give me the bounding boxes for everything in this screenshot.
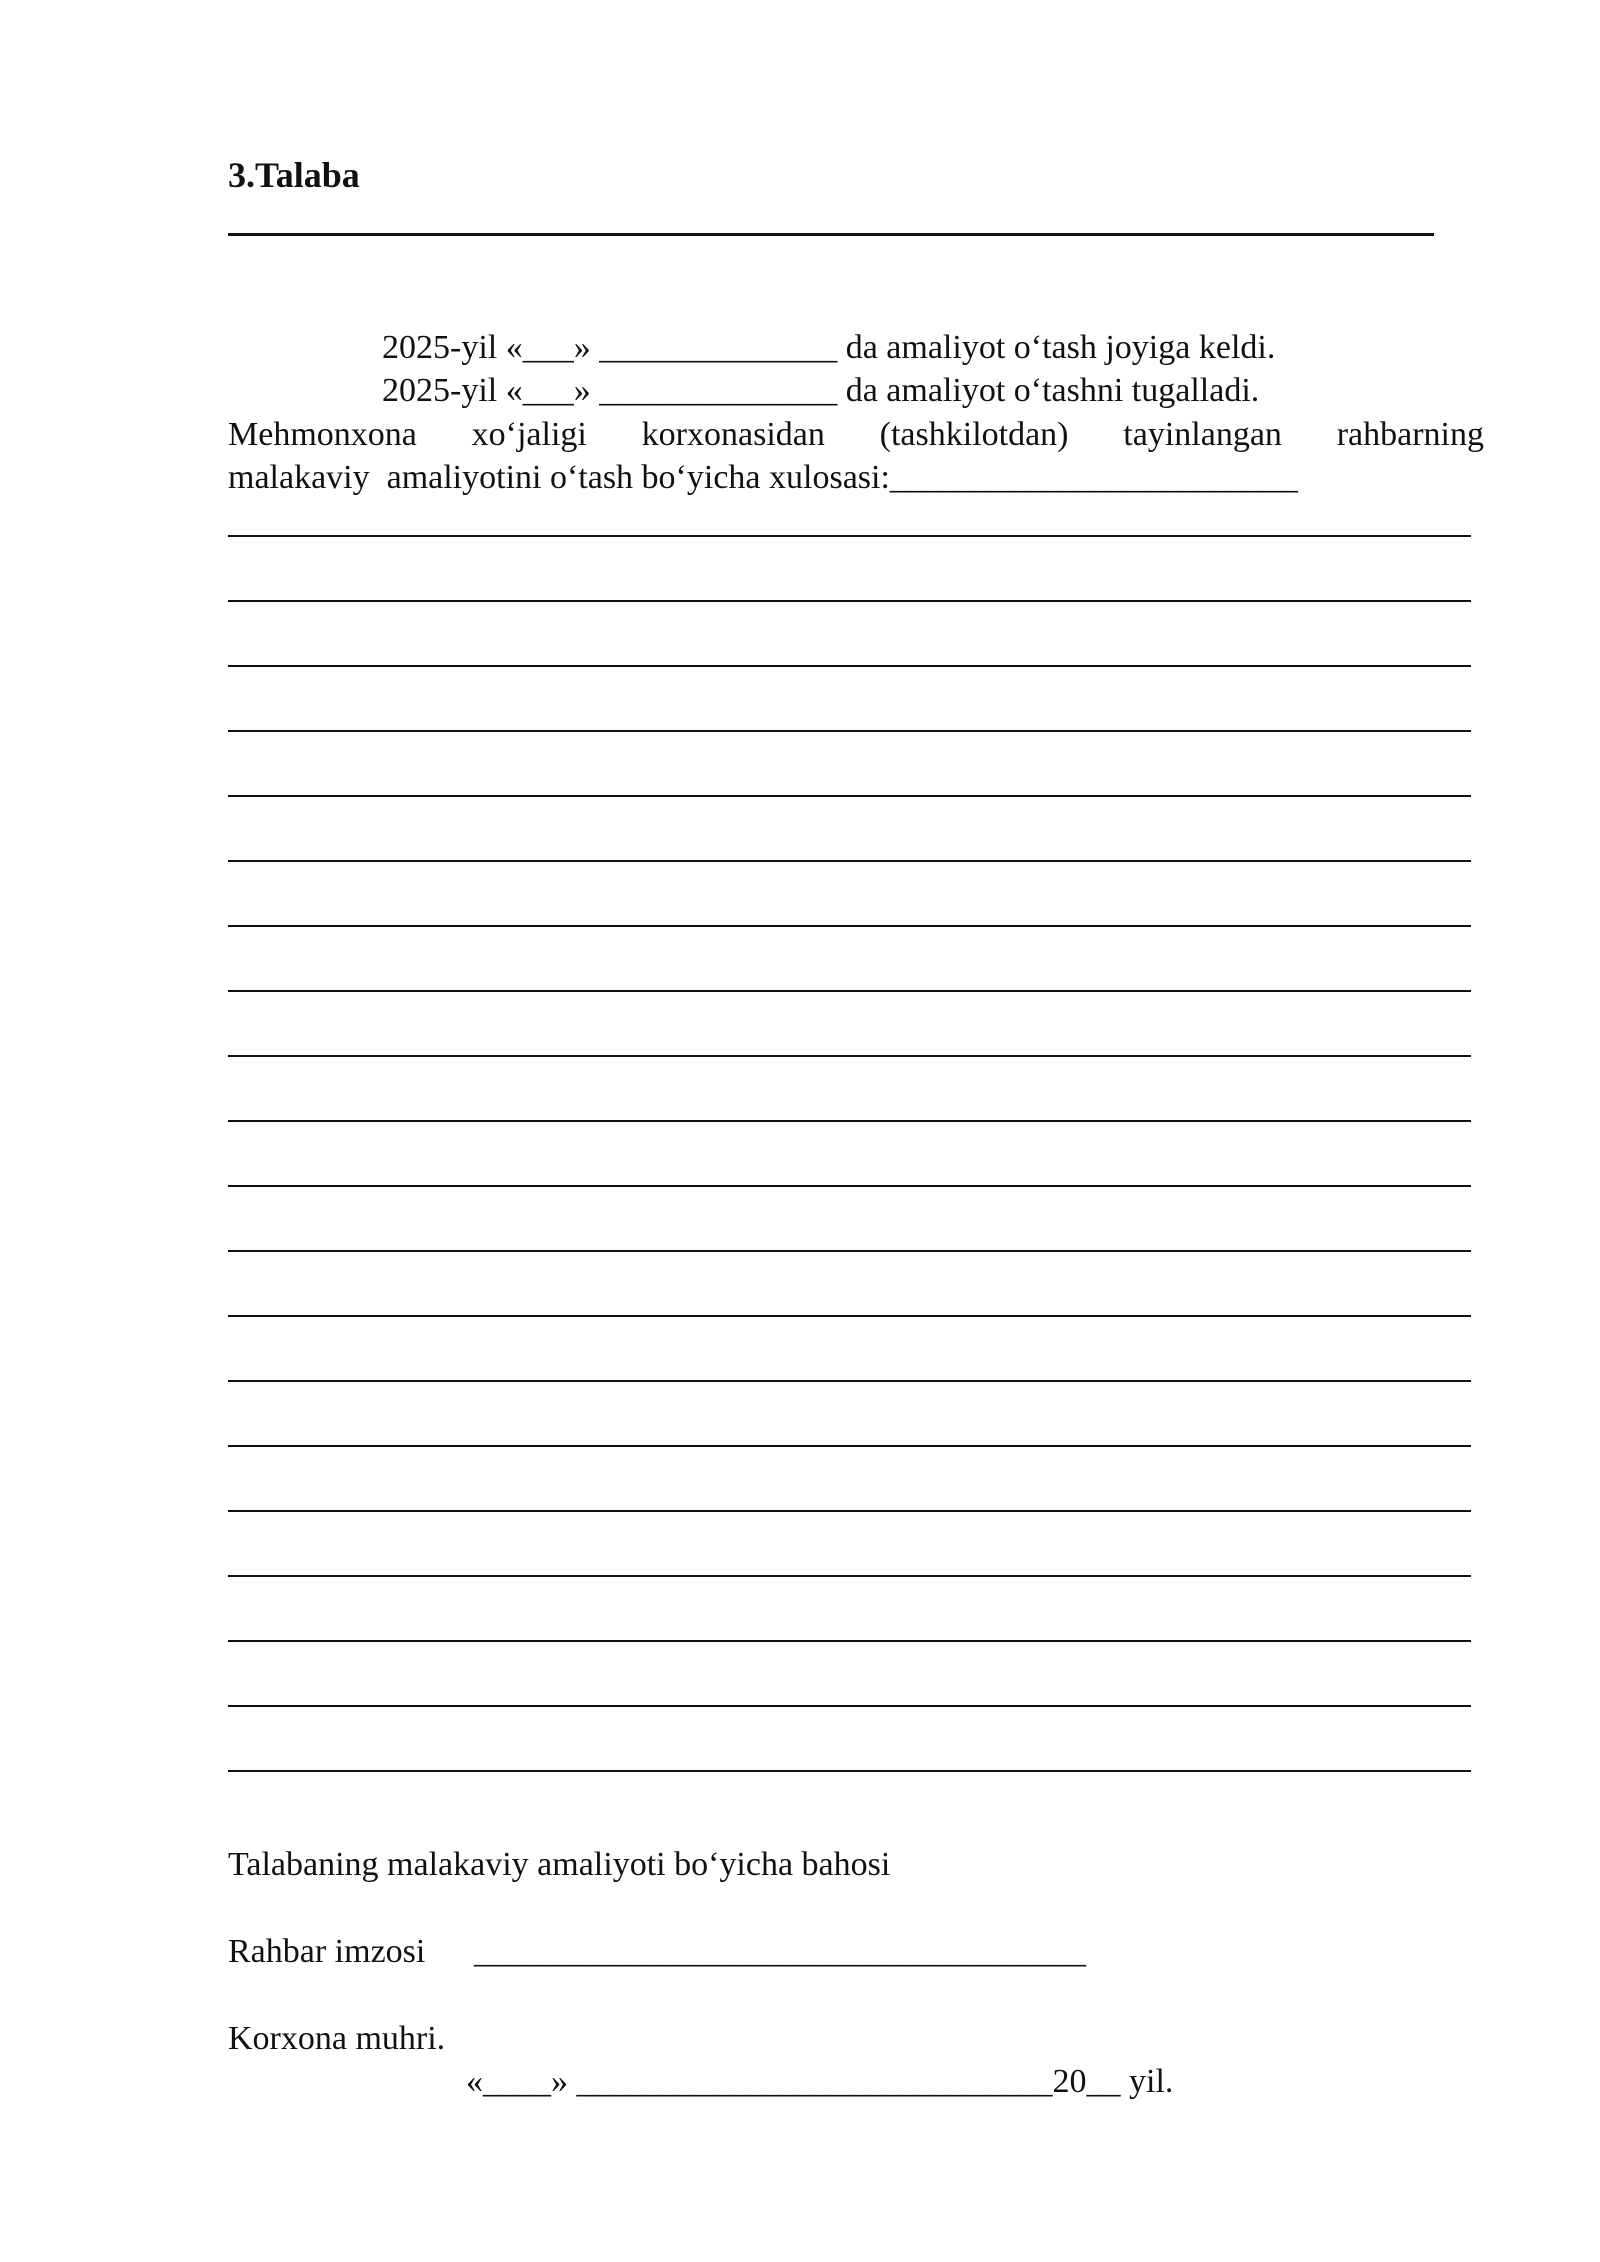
blank-writing-line [228,665,1471,667]
conclusion-paragraph-line1: Mehmonxona xo‘jaligi korxonasidan (tashkilotdan) tayinlangan rahbarning [228,416,1484,453]
signature-label: Rahbar imzosi [228,1933,426,1970]
student-name-underline [228,233,1434,236]
section-heading: 3.Talaba [228,155,360,195]
blank-writing-line [228,1705,1471,1707]
completion-date-line: 2025-yil «___» ______________ da amaliyot o‘tashni tugalladi. [382,372,1260,409]
blank-writing-line [228,1120,1471,1122]
signature-blank: ____________________________________ [474,1933,1086,1970]
stamp-label: Korxona muhri. [228,2020,446,2057]
grade-label: Talabaning malakaviy amaliyoti bo‘yicha bahosi [228,1846,891,1883]
blank-writing-line [228,535,1471,537]
blank-writing-line [228,1575,1471,1577]
blank-writing-line [228,1250,1471,1252]
blank-writing-line [228,860,1471,862]
blank-writing-line [228,600,1471,602]
blank-writing-line [228,1770,1471,1772]
blank-writing-line [228,1315,1471,1317]
blank-writing-line [228,795,1471,797]
blank-writing-line [228,1185,1471,1187]
blank-writing-line [228,1380,1471,1382]
blank-writing-line [228,1445,1471,1447]
blank-writing-line [228,1055,1471,1057]
blank-writing-line [228,730,1471,732]
blank-writing-line [228,1510,1471,1512]
arrival-date-line: 2025-yil «___» ______________ da amaliyot o‘tash joyiga keldi. [382,329,1276,366]
blank-writing-line [228,1640,1471,1642]
conclusion-paragraph-line2: malakaviy amaliyotini o‘tash bo‘yicha xulosasi:________________________ [228,459,1298,496]
date-signature-line: «____» ____________________________20__ yil. [466,2063,1174,2100]
blank-writing-line [228,925,1471,927]
blank-writing-line [228,990,1471,992]
